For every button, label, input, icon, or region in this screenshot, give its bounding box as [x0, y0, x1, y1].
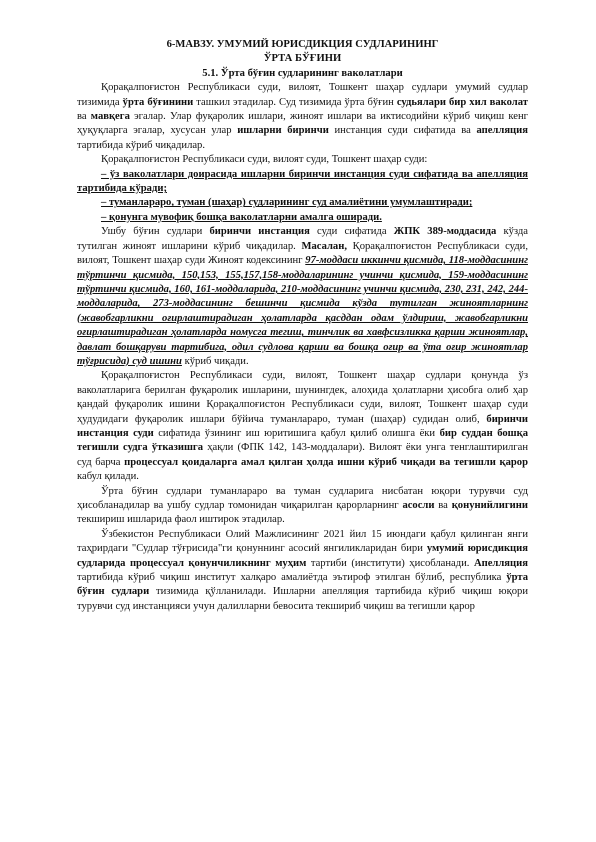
text: Ўрта бўғин судлари туманлараро ва туман судларига нисбатан юқори турувчи суд ҳисобланадилар ва ушбу судлар томонидан чиқарилган қарорларнинг [77, 485, 528, 511]
bold-text: Апелляция [473, 557, 528, 569]
text: кабул қилади. [77, 471, 139, 483]
text: эгалар. Улар фуқаролик ишлари, жиноят ишлари ва иктисодийни кўриб чиқиш кенг ҳуқуқларга эгалар, хусусан улар [77, 111, 528, 137]
bold-text: мавқега [90, 111, 130, 123]
bold-text: Масалан, [301, 240, 347, 252]
list-item-text: – ўз ваколатлари доирасида ишларни биринчи инстанция суди сифатида ва апелляция тартибида кўради; [77, 168, 528, 195]
text: суди сифатида [309, 226, 394, 238]
text: Ўзбекистон Республикаси Олий Мажлисининг 2021 йил 15 июндаги қабул қилинган янги таҳрирдаги "Судлар тўғрисида"ги қонуннинг асосий янгиликларидан бири [77, 528, 528, 555]
text: Қорақалпоғистон Республикаси суди, вилоят, Тошкент шаҳар судлари умумий судлар тизимида [77, 82, 528, 108]
bold-text: апелляция [476, 125, 528, 137]
bold-text: ўрта бўғин судлари [77, 572, 528, 598]
bold-text: ишларни биринчи [237, 125, 329, 137]
chapter-title-line2: ЎРТА БЎҒИНИ [263, 53, 342, 65]
text: тартибида кўриб чиқадилар. [77, 139, 206, 151]
text: Қорақалпоғистон Республикаси суди, вилоят, Тошкент шаҳар суди Жиноят кодексининг [77, 240, 528, 267]
bold-text: биринчи инстанция [209, 226, 310, 238]
bold-text: умумий юрисдикция судларида процессуал қонунчиликнинг муҳим [77, 543, 528, 569]
paragraph-5 [77, 485, 528, 528]
text: инстанция суди сифатида ва [328, 125, 477, 137]
text: сифатида ўзининг иш юритишига қабул қилиб олишга ёки [153, 427, 440, 439]
text: Ушбу бўғин судлари [101, 226, 210, 238]
list-item [77, 196, 528, 210]
text: ва [77, 111, 91, 123]
list-item [77, 211, 528, 225]
text: ҳақли (ФПК 142, 143-моддалари). Вилоят ёки унга тенглаштирилган суд барча [77, 442, 528, 468]
paragraph-3 [77, 225, 528, 369]
text: тартиби (институти) ҳисобланади. [306, 557, 474, 569]
bold-text: қонунийлигини [451, 500, 528, 511]
list-item [77, 168, 528, 197]
text: тартибида кўриб чиқиш институт халқаро амалиётда эътироф этилган бўлиб, республика [77, 572, 507, 584]
bold-text: судьялари бир хил ваколат [396, 96, 528, 108]
bold-text: процессуал қоидаларга амал қилган ҳолда ишни кўриб чиқади ва тегишли қарор [124, 456, 528, 468]
text: кўзда тутилган жиноят ишларини кўриб чиқадилар. [77, 226, 528, 252]
paragraph-6 [77, 528, 528, 614]
bold-text: ЖПК 389-моддасида [393, 226, 497, 238]
bold-text: асосли [402, 500, 435, 511]
text: текшириш ишларида фаол иштирок этадилар. [77, 514, 285, 526]
text: Қорақалпоғистон Республикаси суди, вилоят, Тошкент шаҳар судлари қонунда ўз ваколатларига берилган фуқаролик ишларини, шунингдек, алоҳида ҳолатларни ҳисобга олиб ҳар қандай фуқаролик ишини Қорақалпоғистон Республикаси суди, вилоят, Тошкент шаҳар суди ҳудудидаги фуқаролик ишлари бўйича туманлараро, туман (шаҳар) судидан олиб, [77, 370, 528, 425]
bold-text: биринчи инстанция суди [77, 413, 528, 439]
section-title: 5.1. Ўрта бўғин судларининг ваколатлари [202, 67, 403, 79]
paragraph-1 [77, 81, 528, 153]
list-item-text: – туманлараро, туман (шаҳар) судларининг суд амалиётини умумлаштиради; [101, 197, 473, 209]
paragraph-4 [77, 369, 528, 484]
list-item-text: – қонунга мувофиқ бошқа ваколатларни амалга оширади. [101, 211, 382, 223]
article-references: 97-моддаси иккинчи қисмида, 118-моддасининг тўртинчи қисмида, 150,153, 155,157,158-моддаларининг учинчи қисмида, 159-моддасининг тўртинчи қисмида, 160, 161-моддаларида, 210-моддасининг учинчи қисмида, 230, 231, 242, 244-моддаларида, 273-моддасининг бешинчи қисмида кўзда тутилган жиноятларнинг (жавобгарликни оғирлаштирадиган ҳолатларда қасддан одам ўлдириш, жавобгарликни оғирлаштирадиган ҳолатларда номусга тегиш, тинчлик ва хавфсизликка қарши жиноятлар, давлат бошқаруви тартибига, одил судлова қарши ва бошқа оғир ва ўта оғир жиноятлар тўғрисида) суд ишини [77, 255, 528, 367]
paragraph-2: Қорақалпоғистон Республикаси суди, вилоят суди, Тошкент шаҳар суди: [101, 154, 428, 166]
bold-text: ўрта бўғинини [122, 96, 194, 108]
text: ташкил этадилар. Суд тизимида ўрта бўғин [193, 96, 397, 108]
text: ва [434, 500, 452, 511]
chapter-title-line1: 6-МАВЗУ. УМУМИЙ ЮРИСДИКЦИЯ СУДЛАРИНИНГ [166, 39, 439, 50]
text: тизимида қўлланилади. Ишларни апелляция тартибида кўриб чиқиш юқори турувчи суд инстанцияси учун далилларни бевосита текшириб чиқиш ва тегишли қарор [77, 586, 529, 612]
bold-text: бир суддан бошқа тегишли судга ўтказишга [77, 427, 528, 454]
chapter-heading [77, 38, 528, 81]
text: кўриб чиқади. [181, 355, 249, 367]
